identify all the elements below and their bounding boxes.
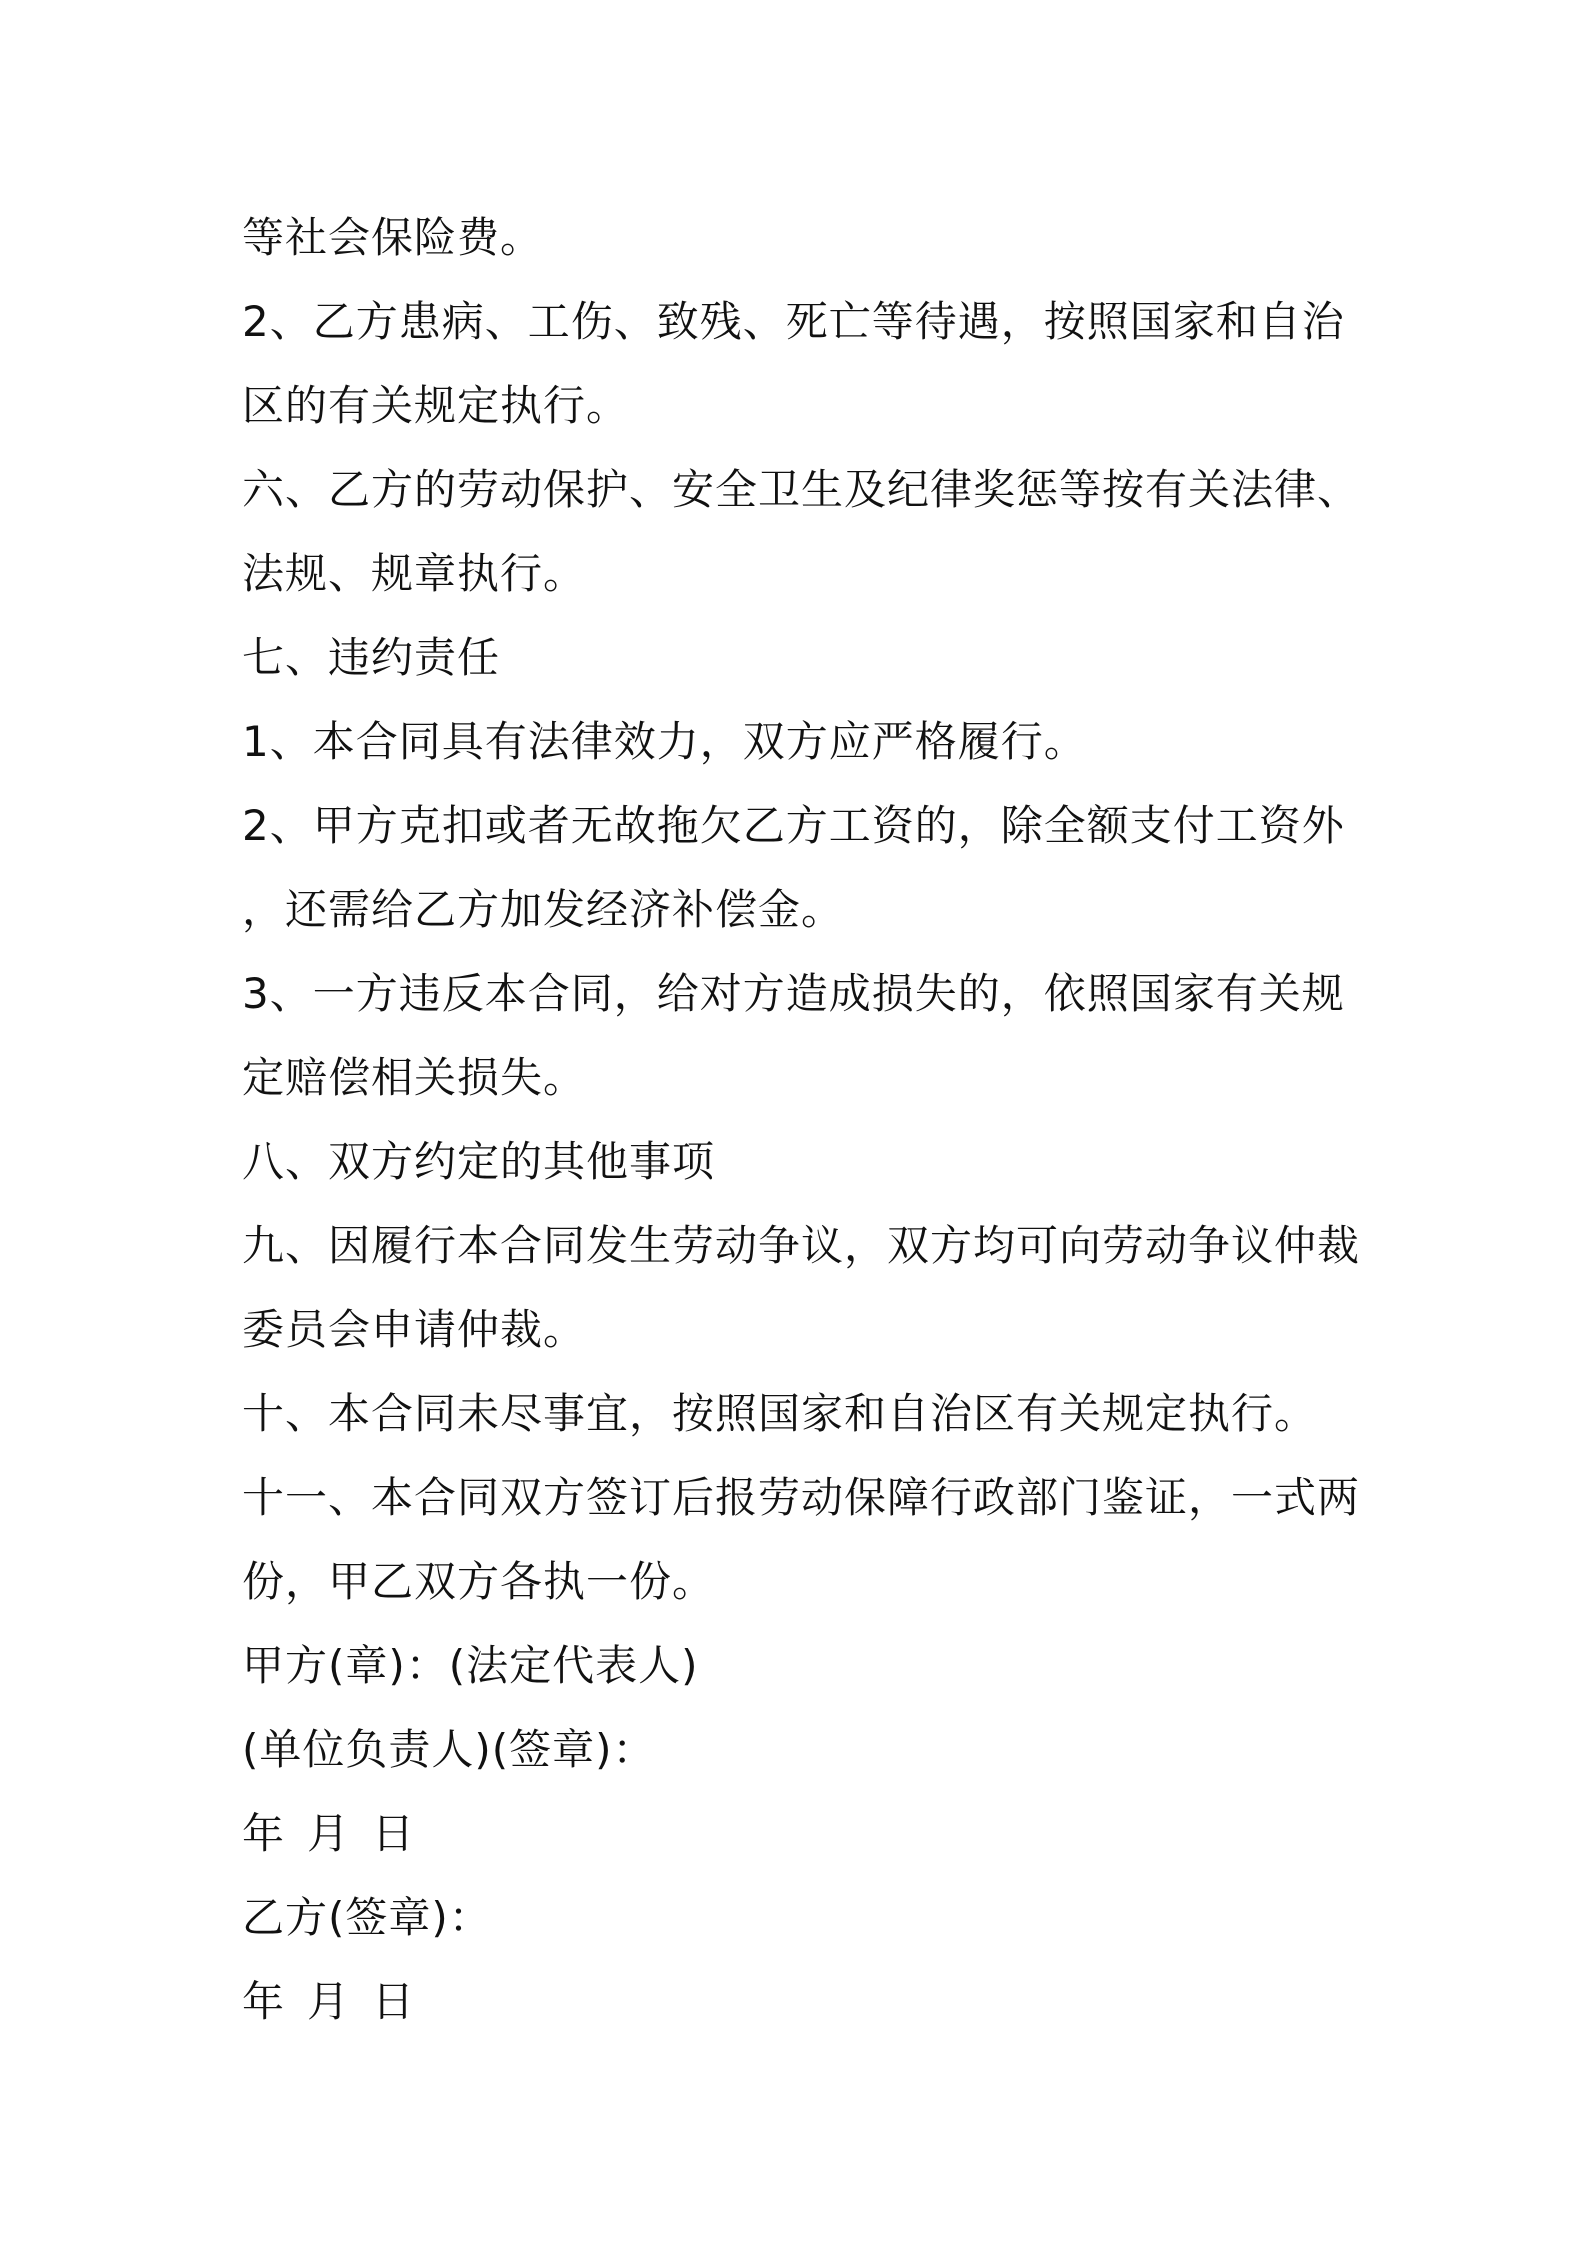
date-month: 月 xyxy=(307,1809,351,1858)
text-line: 1、本合同具有法律效力，双方应严格履行。 xyxy=(242,717,1087,766)
party-b-date xyxy=(242,1960,1362,2044)
text-line: 六、乙方的劳动保护、安全卫生及纪律奖惩等按有关法律、 xyxy=(242,465,1361,514)
date-day: 日 xyxy=(372,1977,416,2026)
text-line: 份，甲乙双方各执一份。 xyxy=(242,1557,716,1606)
text-line: 定赔偿相关损失。 xyxy=(242,1053,587,1102)
section-heading: 八、双方约定的其他事项 xyxy=(242,1137,716,1186)
date-year: 年 xyxy=(242,1809,286,1858)
date-month: 月 xyxy=(307,1977,351,2026)
text-line: 2、乙方患病、工伤、致残、死亡等待遇，按照国家和自治 xyxy=(242,297,1345,346)
date-year: 年 xyxy=(242,1977,286,2026)
date-day: 日 xyxy=(372,1809,416,1858)
party-a-signature: 甲方(章)：(法定代表人) xyxy=(242,1641,699,1690)
text-line: 委员会申请仲裁。 xyxy=(242,1305,587,1354)
party-a-date xyxy=(242,1792,1362,1876)
text-line: 等社会保险费。 xyxy=(242,213,544,262)
party-b-signature: 乙方(签章)： xyxy=(242,1893,492,1942)
document-page xyxy=(242,196,1362,2044)
text-line: 区的有关规定执行。 xyxy=(242,381,630,430)
text-line: 3、一方违反本合同，给对方造成损失的，依照国家有关规 xyxy=(242,969,1345,1018)
text-line: 九、因履行本合同发生劳动争议，双方均可向劳动争议仲裁 xyxy=(242,1221,1361,1270)
text-line: 十、本合同未尽事宜，按照国家和自治区有关规定执行。 xyxy=(242,1389,1318,1438)
text-line: 法规、规章执行。 xyxy=(242,549,587,598)
text-line: 2、甲方克扣或者无故拖欠乙方工资的，除全额支付工资外 xyxy=(242,801,1345,850)
text-line: 十一、本合同双方签订后报劳动保障行政部门鉴证，一式两 xyxy=(242,1473,1361,1522)
text-line: ，还需给乙方加发经济补偿金。 xyxy=(242,885,845,934)
section-heading: 七、违约责任 xyxy=(242,633,501,682)
party-a-representative: (单位负责人)(签章)： xyxy=(242,1725,656,1774)
